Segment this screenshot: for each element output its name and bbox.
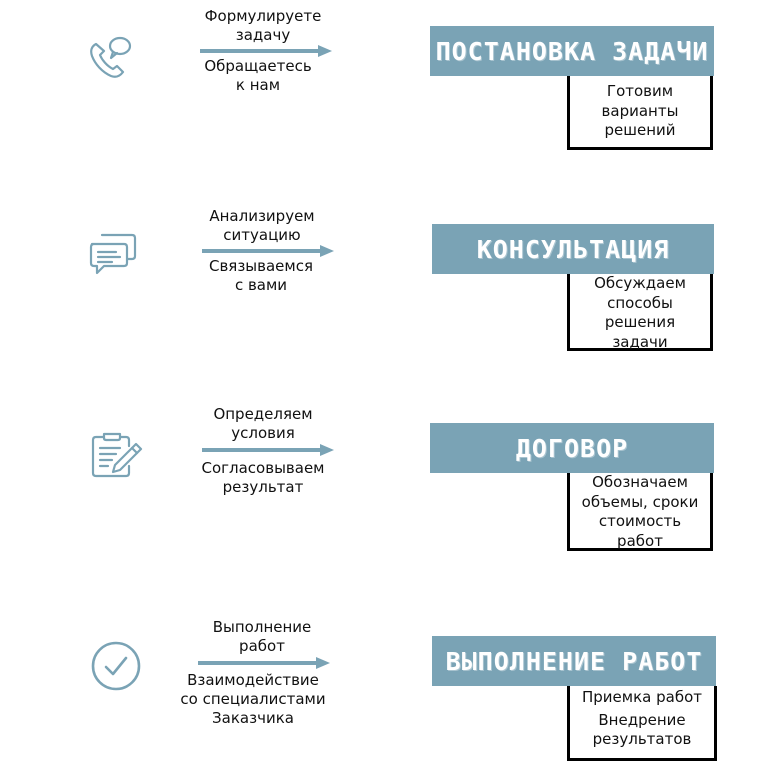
- step-2-result-line: способы: [607, 293, 673, 312]
- step-3-arrow: [202, 442, 334, 456]
- step-4-action-above: Выполнение работ: [212, 618, 312, 655]
- step-3-result-line: объемы, сроки: [581, 492, 699, 511]
- step-4-arrow: [198, 655, 330, 669]
- step-2-result-line: задачи: [612, 332, 668, 351]
- step-4-result-box: [567, 686, 717, 761]
- step-1-result-line: решений: [604, 121, 676, 139]
- step-3-result-line: Обозначаем: [592, 473, 688, 491]
- step-3-banner: ДОГОВОР: [430, 423, 714, 473]
- check-circle-icon: [90, 640, 142, 692]
- step-1-result-line: варианты: [601, 101, 679, 120]
- document-edit-icon: [90, 430, 144, 478]
- step-2-action-below: Связываемся с вами: [208, 257, 313, 294]
- step-2-result-box: [567, 274, 713, 351]
- step-4-result-line: Внедрение: [598, 710, 686, 729]
- step-2-arrow: [202, 243, 334, 257]
- step-3-result-box: [567, 473, 713, 551]
- step-1-banner: ПОСТАНОВКА ЗАДАЧИ: [430, 26, 714, 76]
- step-4-result-line: Приемка работ: [582, 688, 702, 706]
- step-1-result-line: Готовим: [606, 82, 674, 100]
- step-3-action-below: Согласовываем результат: [201, 459, 325, 496]
- step-1-arrow: [200, 43, 332, 57]
- step-4-result-line: результатов: [592, 730, 692, 748]
- step-1-action-above: Формулируете задачу: [204, 7, 322, 44]
- step-2-banner: КОНСУЛЬТАЦИЯ: [432, 224, 714, 274]
- step-3-result-line: работ: [617, 531, 663, 550]
- step-4-action-below: Взаимодействие со специалистами Заказчика: [180, 671, 326, 727]
- phone-chat-icon: [86, 34, 134, 80]
- step-1-action-below: Обращаетесь к нам: [204, 57, 312, 94]
- step-2-action-above: Анализируем ситуацию: [209, 207, 315, 244]
- step-2-result-line: решения: [604, 313, 676, 331]
- step-2-result-line: Обсуждаем: [594, 274, 686, 292]
- step-1-result-box: [567, 76, 713, 150]
- chat-bubbles-icon: [88, 232, 138, 276]
- step-3-action-above: Определяем условия: [213, 405, 313, 442]
- step-4-banner: ВЫПОЛНЕНИЕ РАБОТ: [432, 636, 716, 686]
- step-3-result-line: стоимость: [598, 512, 682, 530]
